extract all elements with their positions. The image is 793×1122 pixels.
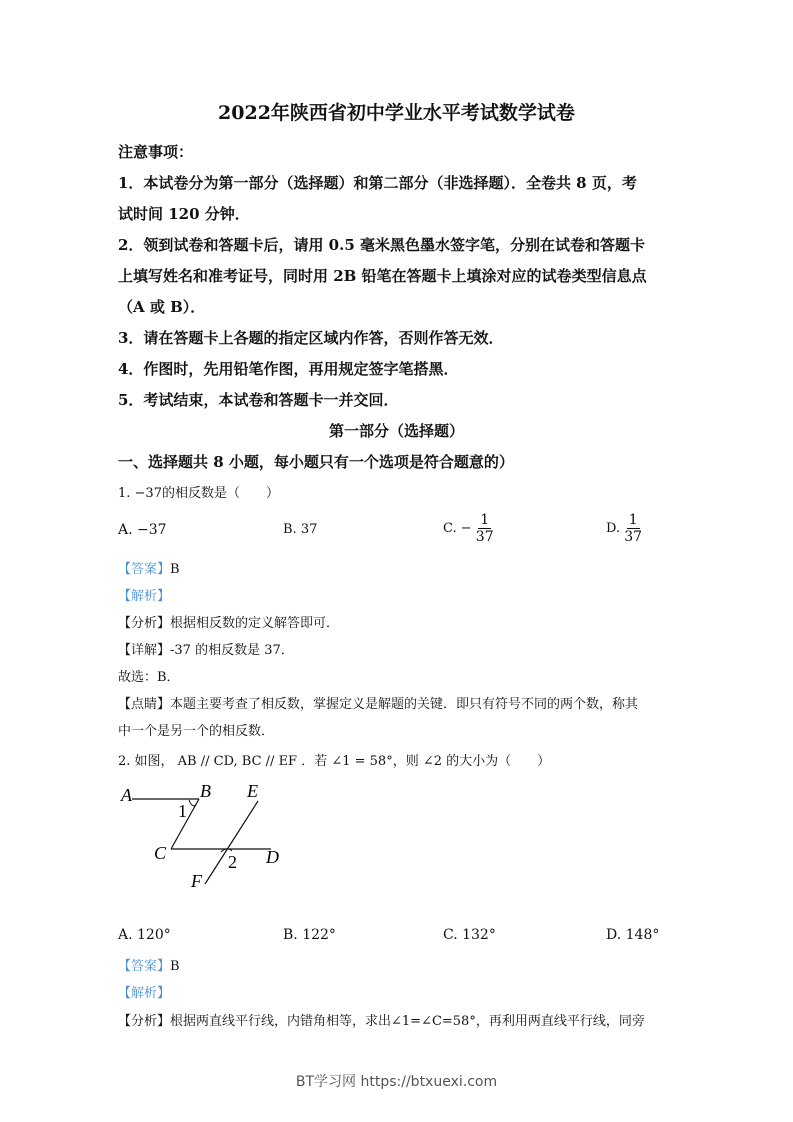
numerator: 1 <box>480 512 490 528</box>
answer-tag: 【答案】 <box>118 959 171 974</box>
denominator: 37 <box>475 529 494 545</box>
label-e: E <box>247 781 258 801</box>
q1-option-d <box>606 512 642 545</box>
page-title: 2022年陕西省初中学业水平考试数学试卷 <box>218 102 575 124</box>
geometry-figure <box>110 775 310 895</box>
q1-option-a: A. −37 <box>118 522 167 538</box>
section-heading: 一、选择题共 8 小题，每小题只有一个选项是符合题意的） <box>118 453 514 471</box>
label-a: A <box>121 785 132 805</box>
label-b: B <box>200 781 211 801</box>
q1-option-b: B. 37 <box>283 522 318 537</box>
label-angle-1: 1 <box>178 801 187 821</box>
q1-dianjing-cont: 中一个是另一个的相反数． <box>118 724 275 739</box>
q1-analysis-tag: 【解析】 <box>118 589 171 604</box>
q1-option-d-label: D. <box>606 521 621 536</box>
q1-xiangjie: 【详解】-37 的相反数是 37． <box>118 643 294 658</box>
q2-answer <box>118 955 180 974</box>
q2-option-b: B. 122° <box>283 927 336 943</box>
q2-option-d: D. 148° <box>606 927 660 943</box>
notice-item: 1．本试卷分为第一部分（选择题）和第二部分（非选择题）．全卷共 8 页，考 <box>118 174 637 192</box>
notice-item: 3．请在答题卡上各题的指定区域内作答，否则作答无效． <box>118 329 504 347</box>
q1-fenxi: 【分析】根据相反数的定义解答即可． <box>118 616 340 631</box>
answer-tag: 【答案】 <box>118 562 171 577</box>
q1-option-c-label: C. − <box>443 521 472 536</box>
q1-guxuan: 故选：B． <box>118 670 180 685</box>
part-heading: 第一部分（选择题） <box>328 422 464 440</box>
label-f: F <box>191 871 202 891</box>
label-d: D <box>266 847 279 867</box>
notice-item: 试时间 120 分钟． <box>118 205 250 223</box>
question-1-stem: 1. −37的相反数是（ ） <box>118 486 279 501</box>
question-2-stem: 2. 如图， AB // CD, BC // EF ．若 ∠1 = 58°，则 ∠2 的大小为（ ） <box>118 754 551 769</box>
answer-value: B <box>170 959 180 974</box>
q2-analysis-tag: 【解析】 <box>118 986 171 1001</box>
label-c: C <box>154 843 167 863</box>
q1-answer <box>118 558 180 577</box>
notice-item: 2．领到试卷和答题卡后，请用 0.5 毫米黑色墨水签字笔，分别在试卷和答题卡 <box>118 236 645 254</box>
q2-fenxi: 【分析】根据两直线平行线，内错角相等，求出∠1=∠C=58°，再利用两直线平行线，同旁 <box>118 1014 645 1029</box>
notice-item: （A 或 B）． <box>118 298 206 316</box>
q1-option-c-fraction <box>476 512 494 545</box>
answer-value: B <box>170 562 180 577</box>
q1-dianjing: 【点睛】本题主要考查了相反数，掌握定义是解题的关键．即只有符号不同的两个数，称其 <box>118 697 639 712</box>
q1-option-d-fraction <box>624 512 642 545</box>
notice-heading: 注意事项： <box>118 143 194 161</box>
notice-item: 上填写姓名和准考证号，同时用 2B 铅笔在答题卡上填涂对应的试卷类型信息点 <box>118 267 647 285</box>
footer-watermark: BT学习网 https://btxuexi.com <box>295 1074 498 1090</box>
notice-item: 5．考试结束，本试卷和答题卡一并交回． <box>118 391 399 409</box>
notice-item: 4．作图时，先用铅笔作图，再用规定签字笔搭黑． <box>118 360 459 378</box>
q2-option-c: C. 132° <box>443 927 496 943</box>
q2-option-a: A. 120° <box>118 927 171 943</box>
label-angle-2: 2 <box>228 852 237 872</box>
denominator: 37 <box>624 529 643 545</box>
numerator: 1 <box>628 512 638 528</box>
q1-option-c <box>443 512 494 545</box>
